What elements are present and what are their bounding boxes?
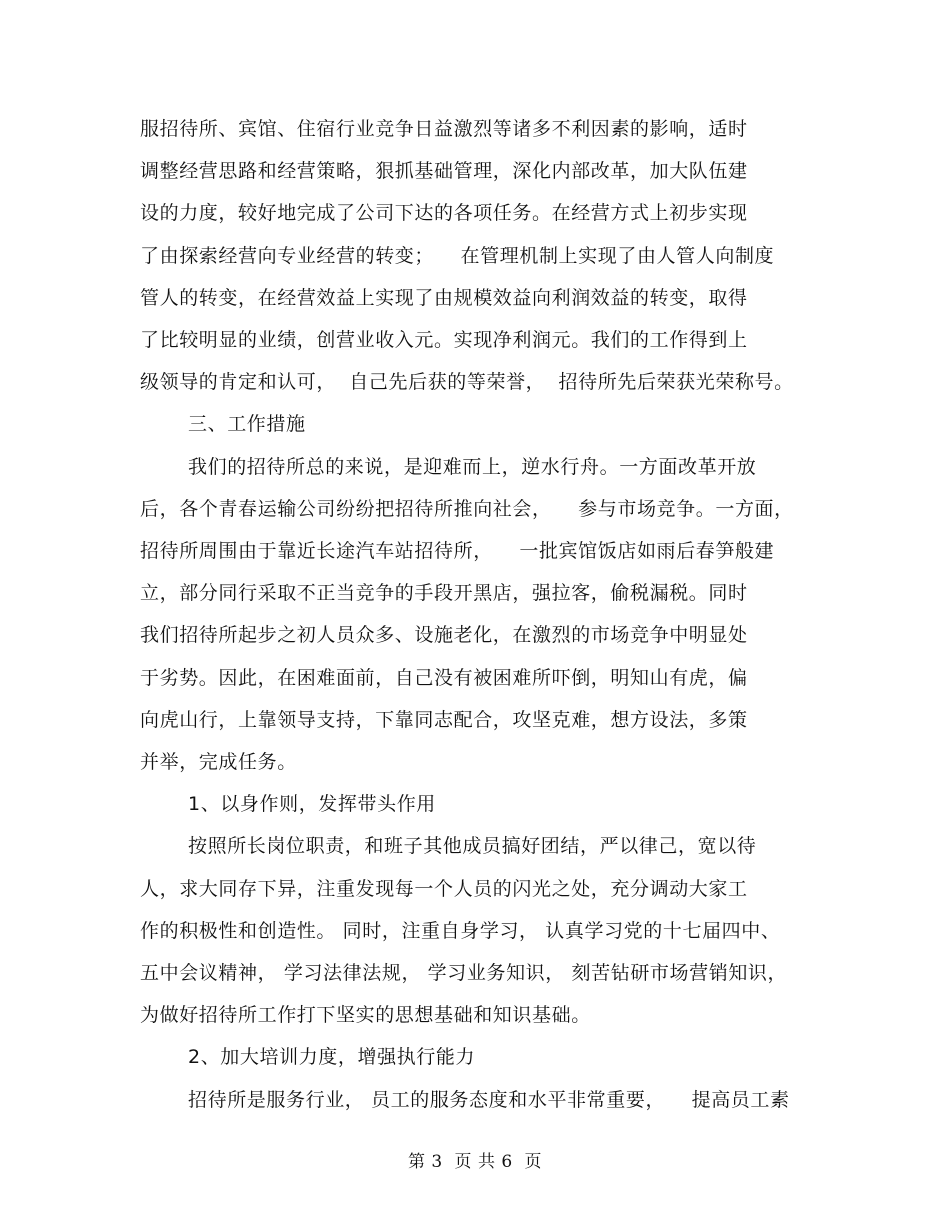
text-line: 五中会议精神， 学习法律法规， 学习业务知识， 刻苦钻研市场营销知识， [140, 962, 788, 984]
text-line: 级领导的肯定和认可， 自己先后获的等荣誉， 招待所先后荣获光荣称号。 [140, 371, 794, 394]
text-line: 管人的转变，在经营效益上实现了由规模效益向利润效益的转变，取得 [140, 286, 748, 309]
text-line: 作的积极性和创造性。 同时，注重自身学习， 认真学习党的十七届四中、 [140, 919, 781, 942]
text-line: 了比较明显的业绩，创营业收入元。实现净利润元。我们的工作得到上 [140, 329, 748, 351]
text-line: 了由探索经营向专业经营的转变； 在管理机制上实现了由人管人向制度 [140, 244, 775, 267]
text-line: 于劣势。因此，在困难面前，自己没有被困难所吓倒，明知山有虎，偏 [140, 666, 748, 689]
text-line: 并举，完成任务。 [140, 751, 297, 773]
text-line: 服招待所、宾馆、住宿行业竞争日益激烈等诸多不利因素的影响，适时 [140, 118, 748, 140]
text-line: 为做好招待所工作打下坚实的思想基础和知识基础。 [140, 1004, 591, 1027]
text-line: 向虎山行，上靠领导支持，下靠同志配合，攻坚克难，想方设法，多策 [140, 708, 748, 731]
text-line: 1、以身作则，发挥带头作用 [188, 793, 436, 816]
text-line: 人，求大同存下异，注重发现每一个人员的闪光之处，充分调动大家工 [140, 877, 748, 900]
page-footer: 第 3 页 共 6 页 [408, 1152, 542, 1172]
text-line: 设的力度，较好地完成了公司下达的各项任务。在经营方式上初步实现 [140, 202, 748, 225]
text-line: 我们的招待所总的来说，是迎难而上，逆水行舟。一方面改革开放 [188, 455, 757, 478]
text-line: 按照所长岗位职责，和班子其他成员搞好团结，严以律己，宽以待 [188, 835, 757, 858]
text-line: 2、加大培训力度，增强执行能力 [188, 1046, 476, 1069]
text-line: 后，各个青春运输公司纷纷把招待所推向社会， 参与市场竞争。一方面， [140, 497, 794, 520]
text-line: 三、工作措施 [188, 413, 306, 436]
text-line: 我们招待所起步之初人员众多、设施老化，在激烈的市场竞争中明显处 [140, 624, 748, 647]
text-line: 招待所是服务行业， 员工的服务态度和水平非常重要， 提高员工素 [188, 1088, 790, 1111]
text-line: 立，部分同行采取不正当竞争的手段开黑店，强拉客，偷税漏税。同时 [140, 582, 748, 605]
text-line: 招待所周围由于靠近长途汽车站招待所， 一批宾馆饭店如雨后春笋般建 [140, 540, 775, 562]
text-line: 调整经营思路和经营策略，狠抓基础管理，深化内部改革，加大队伍建 [140, 160, 748, 183]
